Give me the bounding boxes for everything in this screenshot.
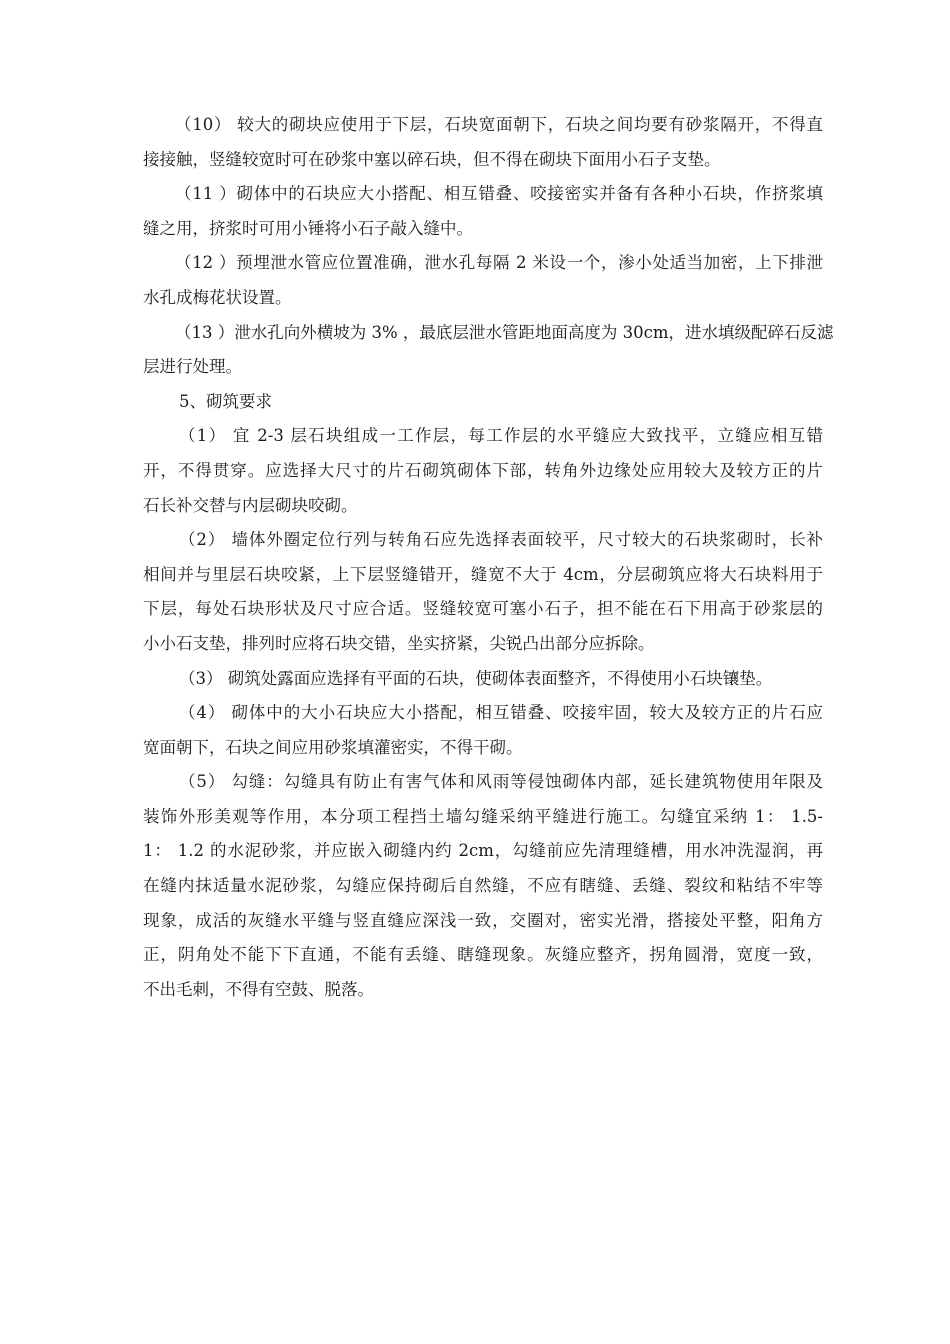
paragraph-11: [143, 177, 823, 246]
text-line: （4） 砌体中的大小石块应大小搭配，相互错叠、咬接牢固，较大及较方正的片石应: [179, 703, 823, 723]
text-line: 水孔成梅花状设置。: [143, 287, 292, 307]
section-heading: [143, 385, 823, 420]
paragraph-12: [143, 246, 823, 315]
text-line: 1： 1.2 的水泥砂浆，并应嵌入砌缝内约 2cm，勾缝前应先清理缝槽，用水冲洗湿润，再: [143, 841, 823, 861]
requirement-1: [143, 419, 823, 523]
text-line: 装饰外形美观等作用，本分项工程挡土墙勾缝采纳平缝进行施工。勾缝宜采纳 1： 1.5-: [143, 806, 823, 826]
requirement-4: [143, 696, 823, 765]
text-line: 接接触，竖缝较宽时可在砂浆中塞以碎石块，但不得在砌块下面用小石子支垫。: [143, 149, 721, 169]
text-line: 下层，每处石块形状及尺寸应合适。竖缝较宽可塞小石子，担不能在石下用高于砂浆层的: [143, 599, 823, 619]
paragraph-13: [143, 316, 834, 385]
text-line: （3） 砌筑处露面应选择有平面的石块，使砌体表面整齐，不得使用小石块镶垫。: [179, 668, 773, 688]
text-line: 层进行处理。: [143, 357, 242, 377]
text-line: 缝之用，挤浆时可用小锤将小石子敲入缝中。: [143, 218, 473, 238]
text-line: （10） 较大的砌块应使用于下层，石块宽面朝下，石块之间均要有砂浆隔开，不得直: [175, 115, 823, 134]
document-body: [143, 108, 834, 1007]
text-line: （1） 宜 2-3 层石块组成一工作层，每工作层的水平缝应大致找平，立缝应相互错: [179, 426, 823, 446]
paragraph-10: [143, 108, 823, 177]
text-line: 开，不得贯穿。应选择大尺寸的片石砌筑砌体下部，转角外边缘处应用较大及较方正的片: [143, 460, 823, 480]
requirement-3: [143, 662, 823, 697]
text-line: （11 ）砌体中的石块应大小搭配、相互错叠、咬接密实并备有各种小石块，作挤浆填: [175, 184, 823, 204]
text-line: （13 ）泄水孔向外横坡为 3% ，最底层泄水管距地面高度为 30cm，进水填级配碎石反滤: [175, 322, 834, 342]
text-line: （2） 墙体外圈定位行列与转角石应先选择表面较平，尺寸较大的石块浆砌时，长补: [179, 530, 823, 550]
text-line: 小小石支垫，排列时应将石块交错，坐实挤紧，尖锐凸出部分应拆除。: [143, 633, 655, 653]
text-line: 正，阴角处不能下下直通，不能有丢缝、瞎缝现象。灰缝应整齐，拐角圆滑，宽度一致，: [143, 945, 823, 965]
text-line: 相间并与里层石块咬紧，上下层竖缝错开，缝宽不大于 4cm，分层砌筑应将大石块料用于: [143, 564, 823, 584]
text-line: 石长补交替与内层砌块咬砌。: [143, 495, 358, 515]
requirement-2: [143, 523, 823, 661]
text-line: （5） 勾缝：勾缝具有防止有害气体和风雨等侵蚀砌体内部，延长建筑物使用年限及: [179, 772, 823, 792]
text-line: 宽面朝下，石块之间应用砂浆填灌密实，不得干砌。: [143, 737, 523, 757]
text-line: （12 ）预埋泄水管应位置准确，泄水孔每隔 2 米设一个，渗小处适当加密，上下排泄: [175, 253, 823, 273]
text-line: 现象，成活的灰缝水平缝与竖直缝应深浅一致，交圈对，密实光滑，搭接处平整，阳角方: [143, 910, 823, 930]
requirement-5: [143, 765, 823, 1007]
heading-text: 5、砌筑要求: [179, 391, 272, 411]
text-line: 在缝内抹适量水泥砂浆，勾缝应保持砌后自然缝，不应有瞎缝、丢缝、裂纹和粘结不牢等: [143, 876, 823, 896]
text-line: 不出毛刺，不得有空鼓、脱落。: [143, 979, 374, 999]
